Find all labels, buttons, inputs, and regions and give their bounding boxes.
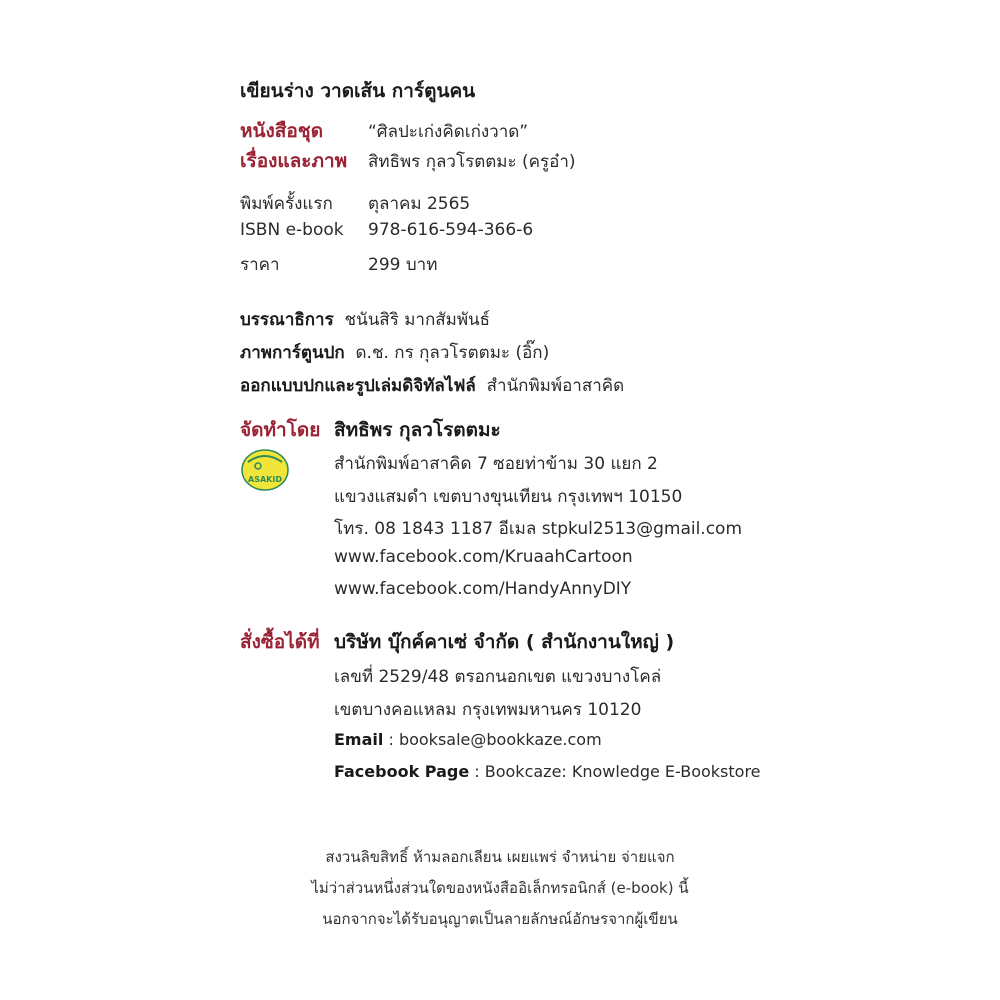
detail-label: พิมพ์ครั้งแรก bbox=[240, 194, 333, 214]
producer-label: จัดทำโดย bbox=[240, 419, 321, 441]
producer-line: สำนักพิมพ์อาสาคิด 7 ซอยท่าข้าม 30 แยก 2 bbox=[334, 454, 658, 474]
notice-line: ไม่ว่าส่วนหนึ่งส่วนใดของหนังสืออิเล็กทรอนิกส์ (e-book) นี้ bbox=[311, 879, 689, 897]
facebook-link[interactable]: www.facebook.com/HandyAnnyDIY bbox=[334, 579, 632, 599]
credit-label: บรรณาธิการ bbox=[240, 310, 334, 330]
order-label: สั่งซื้อได้ที่ bbox=[240, 631, 320, 653]
detail-label: ISBN e-book bbox=[240, 220, 344, 240]
author-label: เรื่องและภาพ bbox=[240, 150, 348, 172]
asakid-logo-icon bbox=[240, 448, 290, 492]
facebook-link[interactable]: www.facebook.com/KruaahCartoon bbox=[334, 547, 633, 567]
author-value: สิทธิพร กุลวโรตตมะ (ครูอ๋า) bbox=[368, 152, 576, 172]
detail-value: 299 บาท bbox=[368, 255, 438, 275]
credit-row bbox=[240, 339, 549, 366]
book-title: เขียนร่าง วาดเส้น การ์ตูนคน bbox=[240, 80, 476, 102]
credit-row bbox=[240, 372, 624, 399]
order-email bbox=[334, 730, 602, 749]
notice-line: นอกจากจะได้รับอนุญาตเป็นลายลักษณ์อักษรจากผู้เขียน bbox=[322, 910, 678, 928]
detail-value: 978-616-594-366-6 bbox=[368, 220, 534, 240]
order-name: บริษัท บุ๊กค์คาเซ่ จำกัด ( สำนักงานใหญ่ ) bbox=[334, 631, 675, 653]
producer-line: โทร. 08 1843 1187 อีเมล stpkul2513@gmail.com bbox=[334, 519, 743, 539]
order-line: เขตบางคอแหลม กรุงเทพมหานคร 10120 bbox=[334, 700, 642, 720]
credit-value: ชนันสิริ มากสัมพันธ์ bbox=[344, 310, 491, 330]
credit-row bbox=[240, 306, 490, 333]
order-facebook bbox=[334, 762, 761, 781]
facebook-value[interactable]: : Bookcaze: Knowledge E-Bookstore bbox=[474, 762, 761, 781]
notice-line: สงวนลิขสิทธิ์ ห้ามลอกเลียน เผยแพร่ จำหน่าย จ่ายแจก bbox=[325, 848, 675, 866]
producer-line: แขวงแสมดำ เขตบางขุนเทียน กรุงเทพฯ 10150 bbox=[334, 487, 683, 507]
credit-value: ด.ช. กร กุลวโรตตมะ (อิ๊ก) bbox=[355, 343, 550, 363]
credit-label: ออกแบบปกและรูปเล่มดิจิทัลไฟล์ bbox=[240, 376, 476, 396]
logo-text: ASAKID bbox=[248, 475, 282, 484]
facebook-label: Facebook Page bbox=[334, 762, 470, 781]
email-value[interactable]: : booksale@bookkaze.com bbox=[388, 730, 602, 749]
email-label: Email bbox=[334, 730, 384, 749]
series-value: “ศิลปะเก่งคิดเก่งวาด” bbox=[368, 122, 529, 142]
series-label: หนังสือชุด bbox=[240, 120, 324, 142]
detail-label: ราคา bbox=[240, 255, 280, 275]
producer-name: สิทธิพร กุลวโรตตมะ bbox=[334, 419, 501, 441]
credit-value: สำนักพิมพ์อาสาคิด bbox=[486, 376, 625, 396]
detail-value: ตุลาคม 2565 bbox=[368, 194, 471, 214]
credit-label: ภาพการ์ตูนปก bbox=[240, 343, 345, 363]
order-line: เลขที่ 2529/48 ตรอกนอกเขต แขวงบางโคล่ bbox=[334, 667, 662, 687]
